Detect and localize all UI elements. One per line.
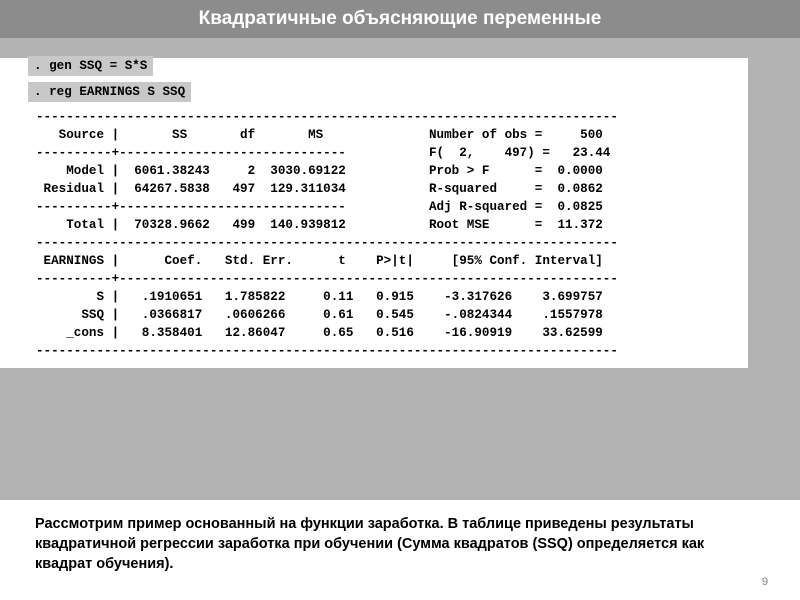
output-line: Residual | 64267.5838 497 129.311034 R-squared = 0.0862 (36, 182, 603, 196)
output-line: ----------------------------------------------------------------------------- (36, 236, 618, 250)
output-line: EARNINGS | Coef. Std. Err. t P>|t| [95% Conf. Interval] (36, 254, 603, 268)
bottom-stripe (0, 368, 800, 500)
output-line: ----------+------------------------------ F( 2, 497) = 23.44 (36, 146, 611, 160)
output-line: Source | SS df MS Number of obs = 500 (36, 128, 603, 142)
slide-caption: Рассмотрим пример основанный на функции заработка. В таблице приведены результаты квадратичной регрессии заработка при обучении (Сумма квадратов (SSQ) определяется как квадрат обучения). (35, 516, 705, 572)
stata-command-reg: . reg EARNINGS S SSQ (28, 82, 191, 102)
output-line: ----------------------------------------------------------------------------- (36, 344, 618, 358)
output-line: ----------------------------------------------------------------------------- (36, 110, 618, 124)
slide-title: Квадратичные объясняющие переменные (0, 0, 800, 38)
page-number: 9 (762, 576, 769, 588)
output-line: ----------+------------------------------------------------------------------ (36, 272, 618, 286)
output-line: SSQ | .0366817 .0606266 0.61 0.545 -.0824344 .1557978 (36, 308, 603, 322)
output-line: ----------+------------------------------ Adj R-squared = 0.0825 (36, 200, 603, 214)
output-line: S | .1910651 1.785822 0.11 0.915 -3.317626 3.699757 (36, 290, 603, 304)
right-stripe (748, 58, 800, 368)
regression-output (36, 108, 618, 360)
output-line: Total | 70328.9662 499 140.939812 Root MSE = 11.372 (36, 218, 603, 232)
stata-command-gen: . gen SSQ = S*S (28, 56, 153, 76)
output-line: Model | 6061.38243 2 3030.69122 Prob > F = 0.0000 (36, 164, 603, 178)
top-stripe (0, 38, 800, 58)
output-line: _cons | 8.358401 12.86047 0.65 0.516 -16.90919 33.62599 (36, 326, 603, 340)
